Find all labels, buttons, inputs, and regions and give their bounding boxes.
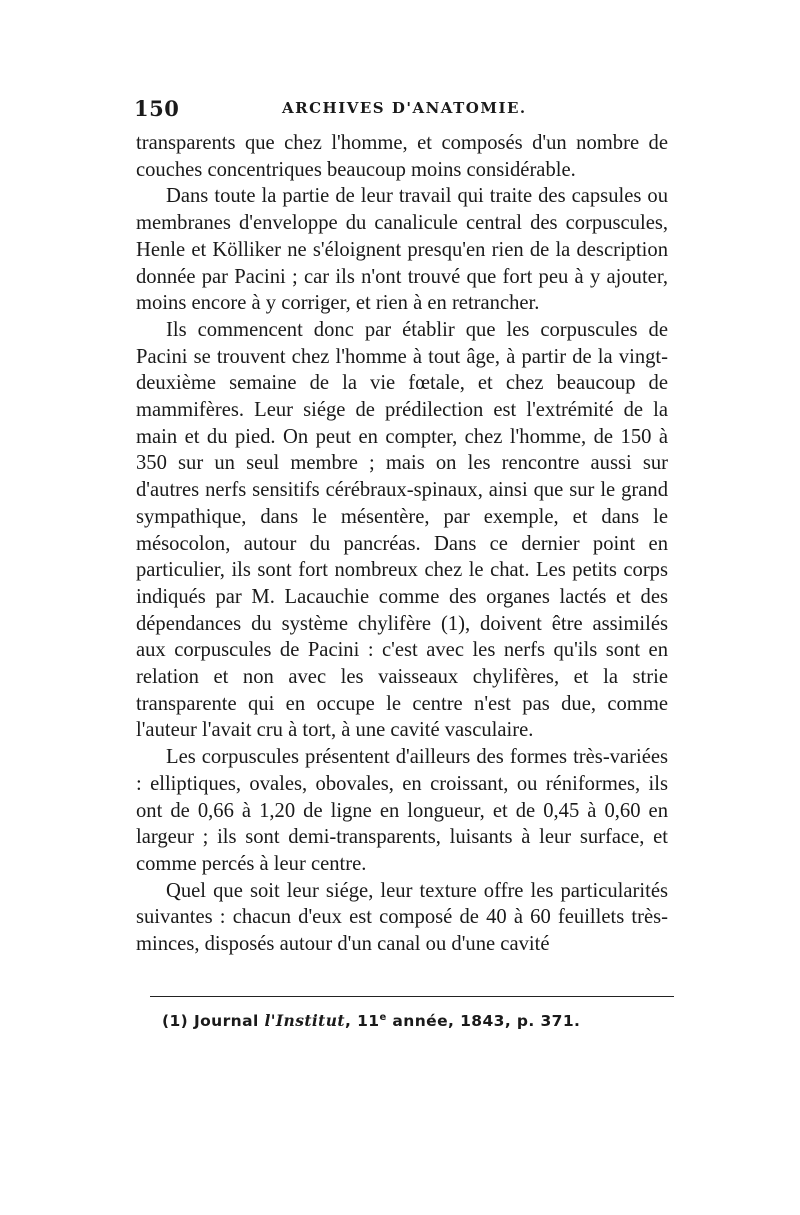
paragraph: Ils commencent donc par établir que les corpuscules de Pacini se trouvent chez l'homme à tout âge, à partir de la vingt-deuxième semaine de la vie fœtale, et chez beaucoup de mammifères. Leur siége de prédilection est l'extrémité de la main et du pied. On peut en compter, chez l'homme, de 150 à 350 sur un seul membre ; mais on les rencontre aussi sur d'autres nerfs sensitifs cérébraux-spinaux, ainsi que sur le grand sympathique, dans le mésentère, par exemple, et dans le mésocolon, autour du pancréas. Dans ce dernier point en particulier, ils sont fort nombreux chez le chat. Les petits corps indiqués par M. Lacauchie comme des organes lactés et des dépendances du système chylifère (1), doivent être assimilés aux corpuscules de Pacini : c'est avec les nerfs qu'ils sont en relation et non avec les vaisseaux chylifères, et la strie transparente qui en occupe le centre n'est pas due, comme l'auteur l'avait cru à tort, à une cavité vasculaire.	[136, 318, 668, 742]
footnote-marker: (1)	[162, 1012, 189, 1030]
footnote	[162, 1011, 580, 1030]
paragraph: Quel que soit leur siége, leur texture offre les particularités suivantes : chacun d'eux est composé de 40 à 60 feuillets très-minces, disposés autour d'un canal ou d'une cavité	[136, 879, 668, 956]
paragraph: Dans toute la partie de leur travail qui traite des capsules ou membranes d'enveloppe du canalicule central des corpuscules, Henle et Kölliker ne s'éloignent presqu'en rien de la description donnée par Pacini ; car ils n'ont trouvé que fort peu à y ajouter, moins encore à y corriger, et rien à en retrancher.	[136, 185, 668, 315]
footnote-text-before: Journal	[193, 1012, 265, 1030]
page-header	[134, 96, 674, 126]
body-text	[136, 130, 668, 958]
footnote-journal-title: l'Institut	[264, 1011, 345, 1030]
footnote-text-after-a: , 11	[344, 1012, 380, 1030]
footnote-text-after-b: année, 1843, p. 371.	[386, 1012, 581, 1030]
paragraph: Les corpuscules présentent d'ailleurs des formes très-variées : elliptiques, ovales, obovales, en croissant, ou réniformes, ils ont de 0,66 à 1,20 de ligne en longueur, et de 0,45 à 0,60 en largeur ; ils sont demi-transparents, luisants à leur surface, et comme percés à leur centre.	[136, 746, 668, 875]
page-number: 150	[134, 96, 180, 121]
paragraph-continuation: transparents que chez l'homme, et composés d'un nombre de couches concentriques beaucoup moins considérable.	[136, 132, 668, 181]
footnote-divider	[150, 996, 674, 997]
running-title: ARCHIVES D'ANATOMIE.	[282, 99, 527, 117]
footnote-superscript: e	[379, 1011, 387, 1023]
